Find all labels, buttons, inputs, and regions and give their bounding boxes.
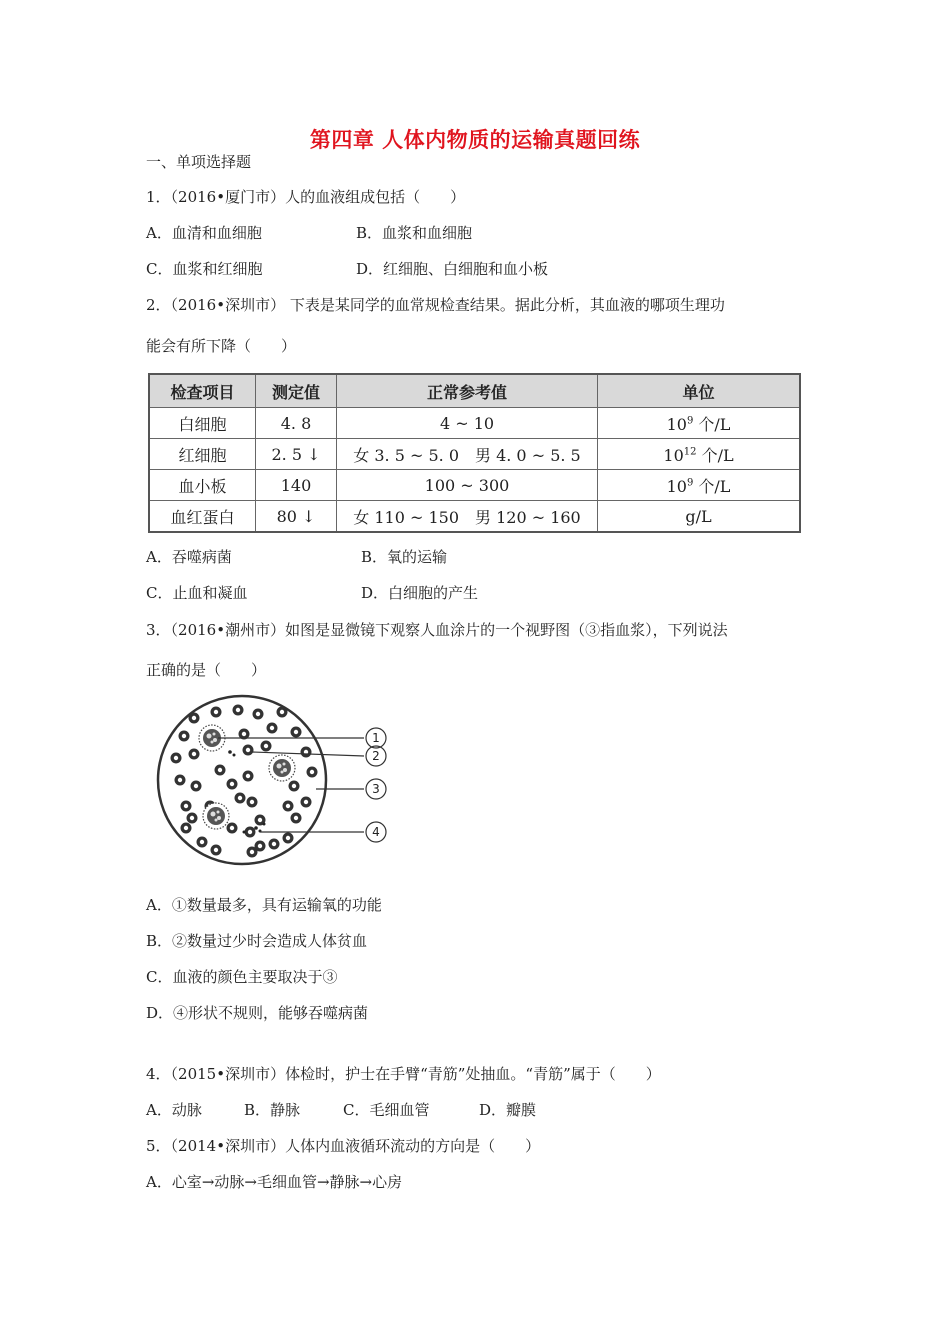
reference-cell: 4 ~ 10	[337, 408, 598, 439]
table-header: 检查项目	[149, 374, 256, 408]
unit-base: 10	[663, 445, 684, 465]
q3-option-b: B．②数量过少时会造成人体贫血	[146, 932, 368, 950]
q5-option-a: A．心室→动脉→毛细血管→静脉→心房	[146, 1173, 403, 1191]
item-cell: 红细胞	[149, 439, 256, 470]
table-header: 单位	[598, 374, 801, 408]
q2-option-d: D．白细胞的产生	[361, 584, 479, 602]
unit-exponent: 9	[686, 415, 694, 427]
blood-test-table	[148, 373, 801, 533]
page-title: 第四章 人体内物质的运输真题回练	[309, 128, 641, 152]
unit-exponent: 9	[686, 477, 694, 489]
unit-cell	[598, 408, 801, 439]
question-1-stem: 1．（2016•厦门市）人的血液组成包括（ ）	[146, 188, 466, 206]
table-header: 测定值	[256, 374, 337, 408]
label-4: 4	[372, 825, 380, 839]
q2-option-b: B．氧的运输	[361, 548, 448, 566]
item-cell: 血红蛋白	[149, 501, 256, 533]
question-3-stem-line1: 3．（2016•潮州市）如图是显微镜下观察人血涂片的一个视野图（③指血浆），下列说法	[146, 621, 728, 639]
unit-cell	[598, 439, 801, 470]
value-cell: 80 ↓	[256, 501, 337, 533]
table-row	[149, 439, 800, 470]
q2-option-c: C．止血和凝血	[146, 584, 248, 602]
value-cell: 4. 8	[256, 408, 337, 439]
table-row	[149, 501, 800, 533]
table-header-row	[149, 374, 800, 408]
question-3-stem-line2: 正确的是（ ）	[146, 661, 267, 679]
section-heading: 一、单项选择题	[146, 153, 252, 171]
unit-cell	[598, 501, 801, 533]
value-cell: 2. 5 ↓	[256, 439, 337, 470]
table-header: 正常参考值	[337, 374, 598, 408]
q1-option-c: C．血浆和红细胞	[146, 260, 263, 278]
unit-cell	[598, 470, 801, 501]
unit-rest: 个/L	[693, 414, 731, 434]
label-1: 1	[372, 731, 380, 745]
question-2-stem-line2: 能会有所下降（ ）	[146, 337, 297, 355]
question-2-stem-line1: 2．（2016•深圳市） 下表是某同学的血常规检查结果。据此分析，其血液的哪项生理功	[146, 296, 725, 314]
q1-option-d: D．红细胞、白细胞和血小板	[356, 260, 549, 278]
unit-exponent: 12	[683, 446, 697, 458]
unit-base: g/L	[685, 506, 712, 526]
table-row	[149, 408, 800, 439]
q4-option-a: A．动脉	[146, 1101, 202, 1119]
unit-rest: 个/L	[696, 445, 734, 465]
table-row	[149, 470, 800, 501]
reference-cell: 100 ~ 300	[337, 470, 598, 501]
unit-base: 10	[666, 476, 687, 496]
reference-cell: 女 3. 5 ~ 5. 0 男 4. 0 ~ 5. 5	[337, 439, 598, 470]
label-2: 2	[372, 749, 380, 763]
label-3: 3	[372, 782, 380, 796]
blood-smear-diagram	[156, 694, 396, 866]
q3-option-d: D．④形状不规则，能够吞噬病菌	[146, 1004, 369, 1022]
q4-option-b: B．静脉	[244, 1101, 301, 1119]
q1-option-b: B．血浆和血细胞	[356, 224, 473, 242]
item-cell: 白细胞	[149, 408, 256, 439]
unit-rest: 个/L	[693, 476, 731, 496]
q1-option-a: A．血清和血细胞	[146, 224, 262, 242]
unit-base: 10	[666, 414, 687, 434]
q3-option-a: A．①数量最多，具有运输氧的功能	[146, 896, 382, 914]
q3-option-c: C．血液的颜色主要取决于③	[146, 968, 338, 986]
question-4-stem: 4．（2015•深圳市）体检时，护士在手臂“青筋”处抽血。“青筋”属于（ ）	[146, 1065, 661, 1083]
question-5-stem: 5．（2014•深圳市）人体内血液循环流动的方向是（ ）	[146, 1137, 541, 1155]
q2-option-a: A．吞噬病菌	[146, 548, 232, 566]
value-cell: 140	[256, 470, 337, 501]
reference-cell: 女 110 ~ 150 男 120 ~ 160	[337, 501, 598, 533]
q4-option-d: D．瓣膜	[479, 1101, 537, 1119]
q4-option-c: C．毛细血管	[343, 1101, 430, 1119]
item-cell: 血小板	[149, 470, 256, 501]
